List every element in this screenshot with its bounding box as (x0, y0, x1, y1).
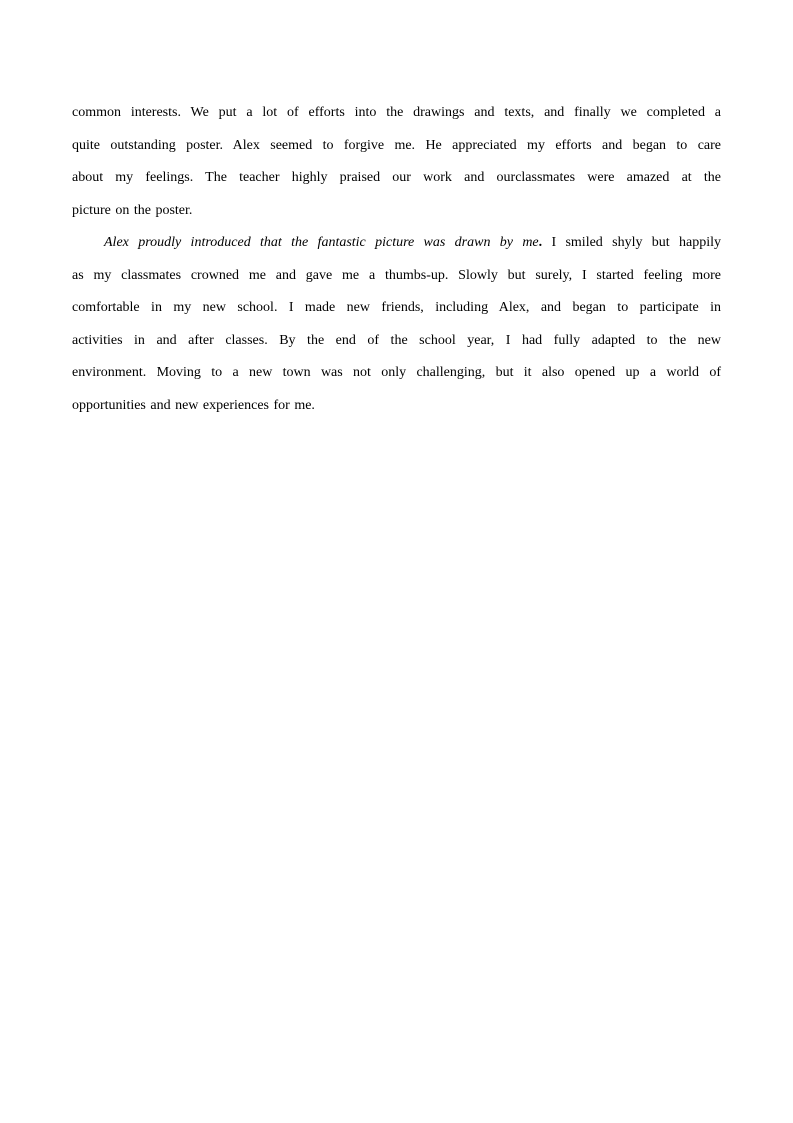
italic-sentence: Alex proudly introduced that the fantastic picture was drawn by me (104, 235, 539, 250)
paragraph-1 (72, 97, 721, 227)
paragraph-2-first-line (72, 227, 721, 260)
paragraph-2-line: as my classmates crowned me and gave me a thumbs-up. Slowly but surely, I started feeling more (72, 267, 721, 283)
paragraph-1-line: picture on the poster. (72, 202, 193, 218)
paragraph-2-line: environment. Moving to a new town was not only challenging, but it also opened up a world of (72, 365, 721, 381)
paragraph-2-line: activities in and after classes. By the end of the school year, I had fully adapted to the new (72, 332, 721, 348)
paragraph-2-line: comfortable in my new school. I made new friends, including Alex, and began to participate in (72, 300, 721, 316)
italic-sentence-period: . (538, 235, 543, 250)
paragraph-1-line: about my feelings. The teacher highly praised our work and ourclassmates were amazed at the (72, 170, 721, 186)
paragraph-2-first-line-rest: I smiled shyly but happily (542, 235, 722, 250)
paragraph-1-line: common interests. We put a lot of efforts into the drawings and texts, and finally we completed a (72, 105, 721, 120)
paragraph-1-line: quite outstanding poster. Alex seemed to forgive me. He appreciated my efforts and began to care (72, 137, 721, 153)
paragraph-2 (72, 227, 721, 423)
paragraph-2-line: opportunities and new experiences for me. (72, 397, 315, 413)
